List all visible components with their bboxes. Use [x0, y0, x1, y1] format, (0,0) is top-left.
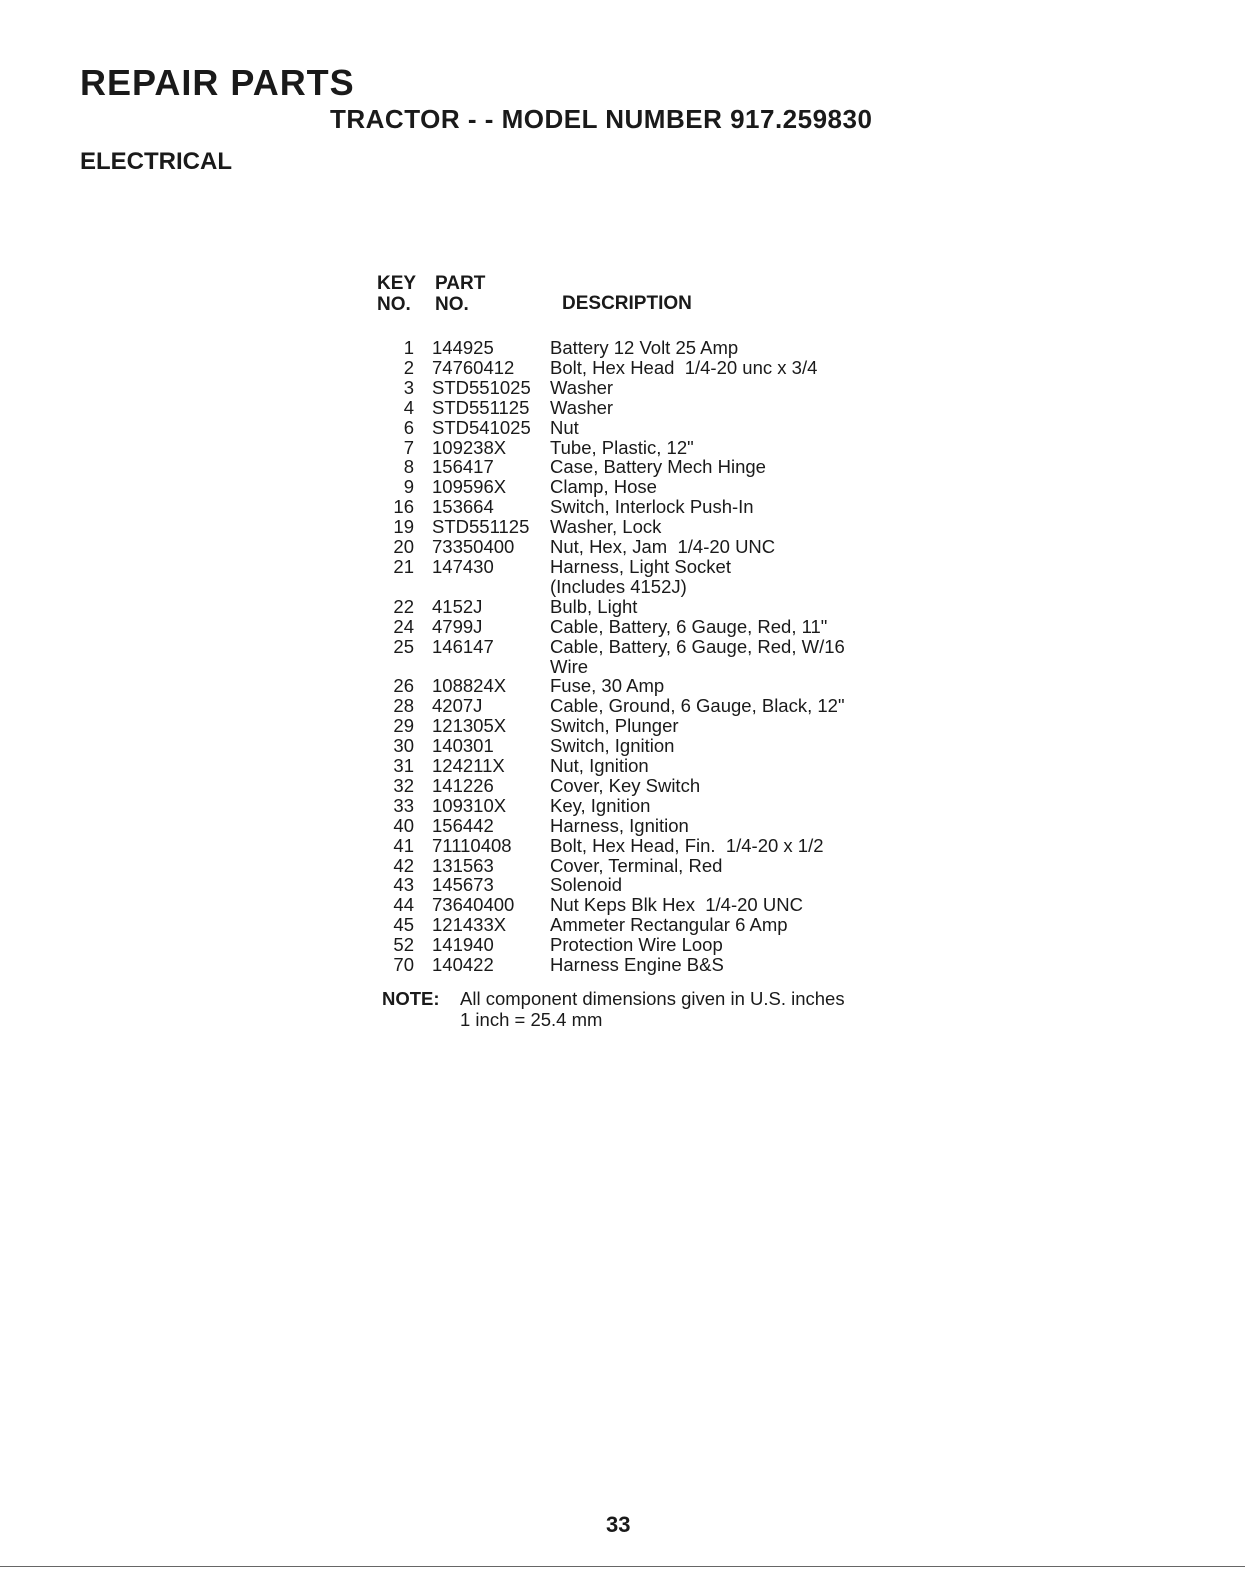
part-no-cell: 140301 — [432, 735, 494, 757]
description-cell: Switch, Interlock Push-In — [550, 496, 754, 518]
table-row — [372, 935, 932, 955]
description-cell: Key, Ignition — [550, 794, 651, 816]
table-row — [372, 597, 932, 617]
description-cell: Bolt, Hex Head, Fin. 1/4-20 x 1/2 — [550, 834, 824, 856]
part-no-cell: 147430 — [432, 555, 494, 577]
description-cell: Battery 12 Volt 25 Amp — [550, 337, 739, 358]
part-no-cell: STD551125 — [432, 396, 530, 418]
part-no-cell: 156442 — [432, 814, 494, 836]
table-row — [372, 457, 932, 477]
part-no-cell: 109596X — [432, 476, 507, 498]
key-no-cell: 2 — [403, 356, 414, 378]
part-no-cell: 108824X — [432, 675, 507, 697]
page-number: 33 — [606, 1512, 631, 1537]
table-row — [372, 358, 932, 378]
key-no-cell: 28 — [393, 695, 414, 717]
column-header-part-no — [435, 273, 485, 315]
description-cell: Solenoid — [550, 874, 623, 896]
page-title: REPAIR PARTS — [80, 62, 355, 103]
description-cell: Cable, Battery, 6 Gauge, Red, 11" — [550, 615, 828, 637]
table-row — [372, 836, 932, 856]
key-no-cell: 31 — [393, 755, 414, 777]
key-no-cell: 20 — [393, 536, 414, 558]
table-row — [372, 497, 932, 517]
key-no-cell: 9 — [403, 476, 414, 498]
key-no-cell: 3 — [403, 376, 414, 398]
part-no-cell: 4207J — [432, 695, 483, 717]
part-no-cell: 131563 — [432, 854, 494, 876]
description-cell: Cable, Ground, 6 Gauge, Black, 12" — [550, 695, 845, 717]
key-no-cell: 52 — [393, 934, 414, 956]
description-cell: Fuse, 30 Amp — [550, 675, 665, 697]
part-no-cell: 141226 — [432, 774, 494, 796]
key-no-cell: 70 — [393, 954, 414, 976]
description-cell: Bolt, Hex Head 1/4-20 unc x 3/4 — [550, 356, 818, 378]
key-no-cell: 1 — [403, 337, 414, 358]
table-row — [372, 776, 932, 796]
part-no-cell: 73350400 — [432, 536, 515, 558]
table-row — [372, 557, 932, 597]
description-cell: Ammeter Rectangular 6 Amp — [550, 914, 788, 936]
note-block — [382, 988, 845, 1030]
table-row — [372, 955, 932, 975]
description-cell: Washer — [550, 376, 614, 398]
description-cell: Harness, Ignition — [550, 814, 689, 836]
table-row — [372, 756, 932, 776]
key-no-cell: 40 — [393, 814, 414, 836]
description-cell: Washer, Lock — [550, 516, 662, 538]
part-no-cell: 4799J — [432, 615, 483, 637]
table-row — [372, 716, 932, 736]
key-no-cell: 6 — [403, 416, 414, 438]
part-no-cell: 153664 — [432, 496, 494, 518]
note-line-2: 1 inch = 25.4 mm — [460, 1009, 603, 1030]
key-no-cell: 45 — [393, 914, 414, 936]
key-no-cell: 26 — [393, 675, 414, 697]
table-row — [372, 517, 932, 537]
description-cell: Bulb, Light — [550, 595, 638, 617]
table-row — [372, 856, 932, 876]
table-row — [372, 796, 932, 816]
description-cell: Cable, Battery, 6 Gauge, Red, W/16 Wire — [550, 635, 845, 677]
column-header-part-line1: PART — [435, 273, 486, 294]
description-cell: Case, Battery Mech Hinge — [550, 456, 766, 478]
table-row — [372, 418, 932, 438]
part-no-cell: STD541025 — [432, 416, 531, 438]
key-no-cell: 33 — [393, 794, 414, 816]
part-no-cell: 124211X — [432, 755, 505, 777]
key-no-cell: 29 — [393, 715, 414, 737]
description-cell: Cover, Terminal, Red — [550, 854, 723, 876]
part-no-cell: 121305X — [432, 715, 507, 737]
part-no-cell: 121433X — [432, 914, 507, 936]
part-no-cell: 109238X — [432, 436, 507, 458]
parts-table — [372, 338, 932, 975]
part-no-cell: 4152J — [432, 595, 483, 617]
model-subtitle: TRACTOR - - MODEL NUMBER 917.259830 — [330, 104, 873, 134]
key-no-cell: 30 — [393, 735, 414, 757]
description-cell: Cover, Key Switch — [550, 774, 701, 796]
note-line-1: All component dimensions given in U.S. inches — [460, 988, 845, 1009]
table-row — [372, 617, 932, 637]
column-header-key-no — [377, 273, 416, 315]
table-row — [372, 398, 932, 418]
table-row — [372, 816, 932, 836]
description-cell: Harness, Light Socket (Includes 4152J) — [550, 555, 731, 597]
table-row — [372, 637, 932, 677]
description-cell: Nut, Hex, Jam 1/4-20 UNC — [550, 536, 776, 558]
description-cell: Protection Wire Loop — [550, 934, 723, 956]
key-no-cell: 43 — [393, 874, 414, 896]
part-no-cell: 156417 — [432, 456, 494, 478]
part-no-cell: 73640400 — [432, 894, 515, 916]
key-no-cell: 41 — [393, 834, 414, 856]
description-cell: Nut, Ignition — [550, 755, 649, 777]
key-no-cell: 24 — [393, 615, 414, 637]
key-no-cell: 4 — [403, 396, 414, 418]
part-no-cell: STD551025 — [432, 376, 531, 398]
column-header-part-line2: NO. — [435, 294, 469, 315]
key-no-cell: 19 — [393, 516, 414, 538]
table-row — [372, 696, 932, 716]
table-row — [372, 676, 932, 696]
table-row — [372, 736, 932, 756]
table-row — [372, 895, 932, 915]
description-cell: Tube, Plastic, 12" — [550, 436, 694, 458]
description-cell: Switch, Plunger — [550, 715, 679, 737]
table-row — [372, 438, 932, 458]
description-cell: Nut — [550, 416, 579, 438]
description-cell: Switch, Ignition — [550, 735, 675, 757]
note-label: NOTE: — [382, 988, 440, 1009]
key-no-cell: 25 — [393, 635, 414, 657]
table-row — [372, 537, 932, 557]
part-no-cell: 109310X — [432, 794, 507, 816]
table-row — [372, 915, 932, 935]
note-text — [460, 988, 845, 1030]
key-no-cell: 8 — [403, 456, 414, 478]
key-no-cell: 16 — [393, 496, 414, 518]
key-no-cell: 21 — [393, 555, 414, 577]
description-cell: Harness Engine B&S — [550, 954, 724, 976]
key-no-cell: 22 — [393, 595, 414, 617]
table-row — [372, 378, 932, 398]
key-no-cell: 44 — [393, 894, 414, 916]
key-no-cell: 7 — [403, 436, 414, 458]
part-no-cell: 74760412 — [432, 356, 515, 378]
part-no-cell: 140422 — [432, 954, 494, 976]
part-no-cell: 141940 — [432, 934, 494, 956]
table-row — [372, 477, 932, 497]
table-row — [372, 338, 932, 358]
part-no-cell: 146147 — [432, 635, 494, 657]
bottom-rule — [0, 1566, 1245, 1567]
section-heading: ELECTRICAL — [80, 148, 232, 175]
key-no-cell: 32 — [393, 774, 414, 796]
part-no-cell: 144925 — [432, 337, 494, 358]
description-cell: Washer — [550, 396, 614, 418]
column-header-key-line1: KEY — [377, 273, 417, 294]
description-cell: Nut Keps Blk Hex 1/4-20 UNC — [550, 894, 803, 916]
column-header-key-line2: NO. — [377, 294, 411, 315]
part-no-cell: STD551125 — [432, 516, 530, 538]
column-header-description: DESCRIPTION — [562, 293, 692, 314]
part-no-cell: 145673 — [432, 874, 494, 896]
part-no-cell: 71110408 — [432, 834, 512, 856]
key-no-cell: 42 — [393, 854, 414, 876]
description-cell: Clamp, Hose — [550, 476, 657, 498]
table-row — [372, 875, 932, 895]
